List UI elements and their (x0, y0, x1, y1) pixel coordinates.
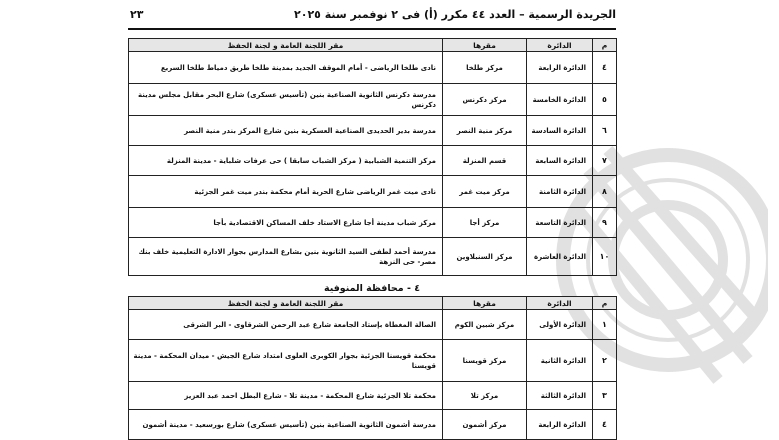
table-row (129, 84, 617, 116)
venue-cell: مدرسة أشمون الثانوية الصناعية بنين (تأسيس عسكرى) شارع بورسعيد - مدينة أشمون (129, 410, 443, 440)
row-number: ٩ (593, 208, 617, 238)
venue-cell: محكمة قويسنا الجزئية بجوار الكوبرى العلوى امتداد شارع الجيش - ميدان المحكمة - مدينة قويسنا (129, 340, 443, 382)
col-header-headquarters: مقرها (443, 39, 527, 52)
headquarters-cell: مركز أجا (443, 208, 527, 238)
row-number: ٤ (593, 410, 617, 440)
district-cell: الدائرة التاسعة (527, 208, 593, 238)
page-number: ٢٣ (130, 8, 144, 21)
col-header-venue: مقر اللجنة العامة و لجنة الحفظ (129, 297, 443, 310)
headquarters-cell: مركز شبين الكوم (443, 310, 527, 340)
headquarters-cell: مركز طلخا (443, 52, 527, 84)
row-number: ٥ (593, 84, 617, 116)
table-row (129, 382, 617, 410)
district-cell: الدائرة الثانية (527, 340, 593, 382)
district-cell: الدائرة العاشرة (527, 238, 593, 276)
col-header-num: م (593, 297, 617, 310)
gazette-page (128, 0, 616, 439)
headquarters-cell: مركز قويسنا (443, 340, 527, 382)
table-row (129, 146, 617, 176)
row-number: ٢ (593, 340, 617, 382)
col-header-district: الدائرة (527, 39, 593, 52)
venue-cell: نادى طلخا الرياضى - أمام الموقف الجديد بمدينة طلخا طريق دمياط طلخا السريع (129, 52, 443, 84)
row-number: ٦ (593, 116, 617, 146)
headquarters-cell: مركز السنبلاوين (443, 238, 527, 276)
venue-cell: نادى ميت غمر الرياضى شارع الحرية أمام محكمة بندر ميت غمر الجزئية (129, 176, 443, 208)
header-title: الجريدة الرسمية – العدد ٤٤ مكرر (أ) فى ٢ نوفمبر سنة ٢٠٢٥ (294, 8, 616, 21)
table-header-row (129, 297, 617, 310)
headquarters-cell: قسم المنزلة (443, 146, 527, 176)
district-cell: الدائرة الأولى (527, 310, 593, 340)
table-row (129, 116, 617, 146)
col-header-num: م (593, 39, 617, 52)
committees-table-menoufia (128, 296, 617, 440)
table-row (129, 208, 617, 238)
table-row (129, 52, 617, 84)
table-header-row (129, 39, 617, 52)
section-title: ٤ - محافظة المنوفية (323, 283, 421, 294)
row-number: ٤ (593, 52, 617, 84)
table-row (129, 340, 617, 382)
district-cell: الدائرة الثالثة (527, 382, 593, 410)
table-row (129, 310, 617, 340)
headquarters-cell: مركز تلا (443, 382, 527, 410)
table-row (129, 176, 617, 208)
venue-cell: محكمة تلا الجزئية شارع المحكمة - مدينة تلا - شارع البطل احمد عبد العزيز (129, 382, 443, 410)
table-row (129, 410, 617, 440)
venue-cell: مدرسة بدير الحديدى الصناعية العسكرية بنين شارع المركز بندر منية النصر (129, 116, 443, 146)
district-cell: الدائرة السابعة (527, 146, 593, 176)
venue-cell: مركز شباب مدينة أجا شارع الاستاد خلف المساكن الاقتصادية بأجا (129, 208, 443, 238)
table-row (129, 238, 617, 276)
row-number: ٨ (593, 176, 617, 208)
district-cell: الدائرة السادسة (527, 116, 593, 146)
district-cell: الدائرة الخامسة (527, 84, 593, 116)
headquarters-cell: مركز ميت غمر (443, 176, 527, 208)
venue-cell: مدرسة دكرنس الثانوية الصناعية بنين (تأسيس عسكرى) شارع البحر مقابل مجلس مدينة دكرنس (129, 84, 443, 116)
district-cell: الدائرة الرابعة (527, 410, 593, 440)
committees-table-dakahlia (128, 38, 617, 276)
district-cell: الدائرة الثامنة (527, 176, 593, 208)
row-number: ٣ (593, 382, 617, 410)
headquarters-cell: مركز دكرنس (443, 84, 527, 116)
row-number: ٧ (593, 146, 617, 176)
col-header-venue: مقر اللجنة العامة و لجنة الحفظ (129, 39, 443, 52)
row-number: ١٠ (593, 238, 617, 276)
district-cell: الدائرة الرابعة (527, 52, 593, 84)
page-header (128, 6, 616, 30)
col-header-headquarters: مقرها (443, 297, 527, 310)
row-number: ١ (593, 310, 617, 340)
headquarters-cell: مركز منية النصر (443, 116, 527, 146)
col-header-district: الدائرة (527, 297, 593, 310)
venue-cell: الصالة المغطاة بإستاد الجامعة شارع عبد الرحمن الشرقاوى - البر الشرقى (129, 310, 443, 340)
headquarters-cell: مركز أشمون (443, 410, 527, 440)
venue-cell: مركز التنمية الشبابية ( مركز الشباب سابقا ) حى عرفات شلباية - مدينة المنزلة (129, 146, 443, 176)
venue-cell: مدرسة أحمد لطفى السيد الثانوية بنين بشارع المدارس بجوار الادارة التعليمية خلف بنك مصر- حى النزهة (129, 238, 443, 276)
